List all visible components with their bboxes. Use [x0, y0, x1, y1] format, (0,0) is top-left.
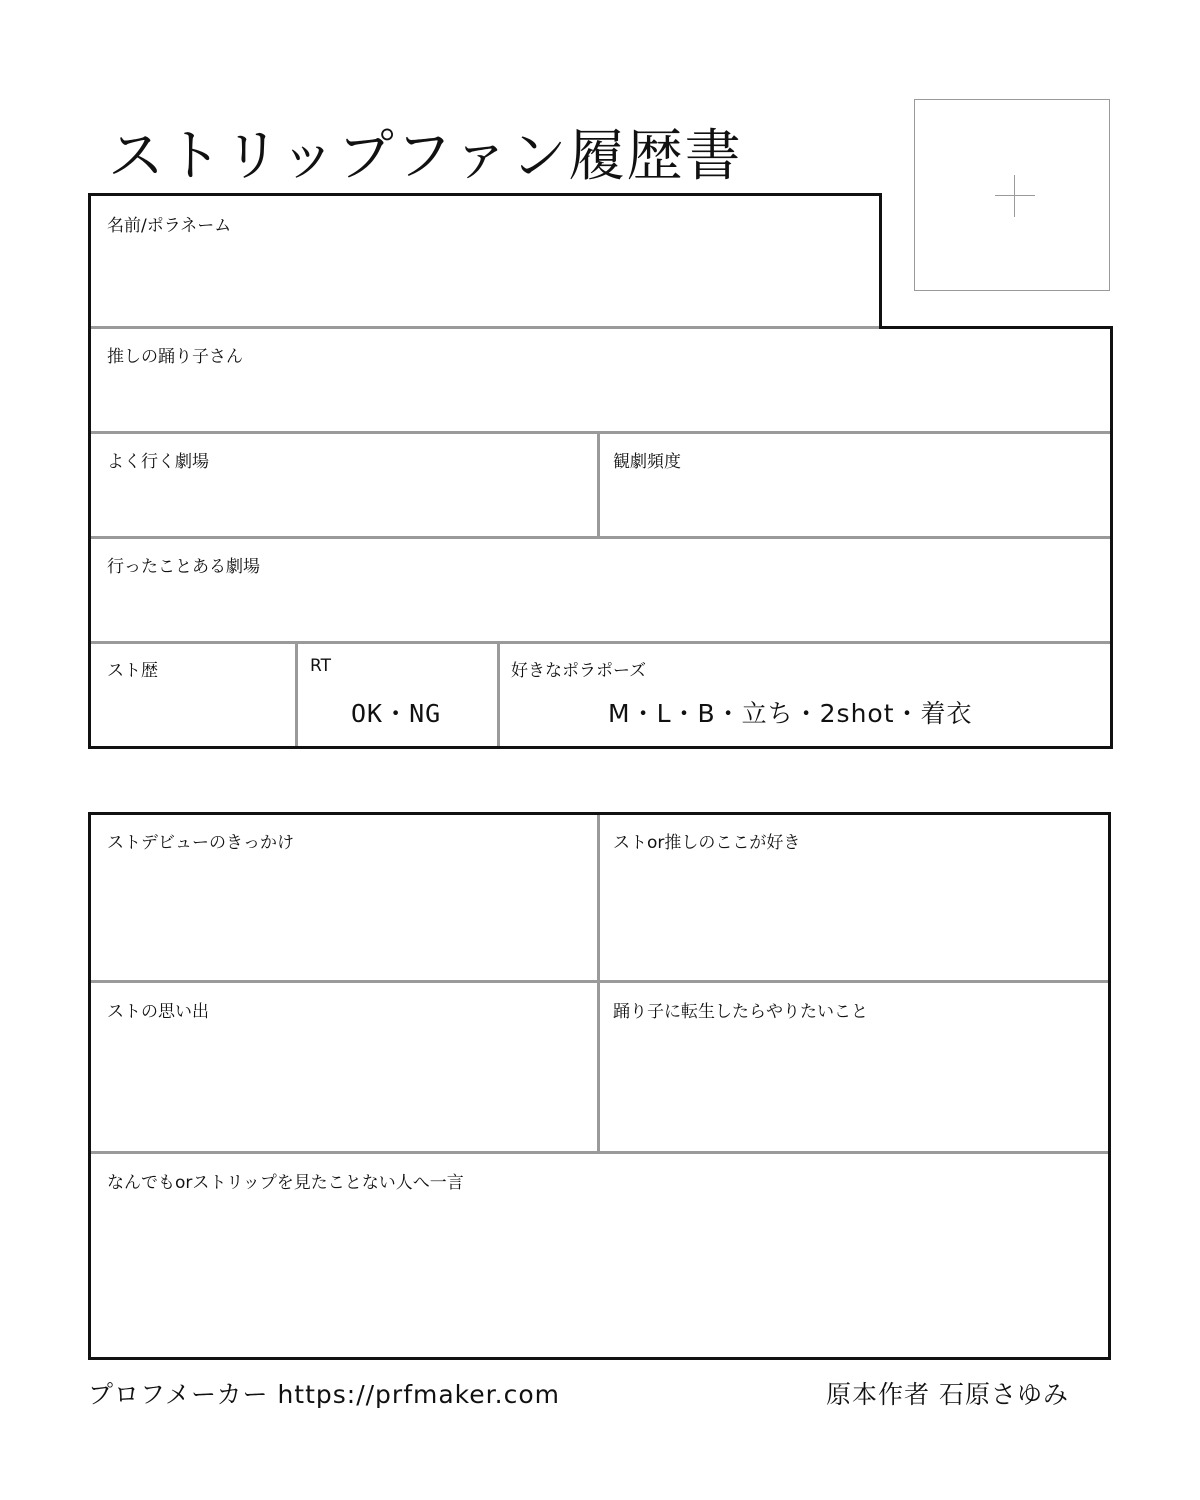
memory-label: ストの思い出: [107, 1002, 209, 1022]
rt-label: RT: [310, 656, 331, 676]
debut-label: ストデビューのきっかけ: [107, 833, 294, 853]
like-label: ストor推しのここが好き: [613, 833, 801, 853]
frequent-theater-label: よく行く劇場: [107, 452, 209, 472]
name-label: 名前/ポラネーム: [107, 216, 232, 236]
photo-upload-box[interactable]: [914, 99, 1110, 291]
reincarnation-label: 踊り子に転生したらやりたいこと: [613, 1002, 868, 1022]
pose-options[interactable]: M・L・B・立ち・2shot・着衣: [608, 699, 973, 728]
message-label: なんでもorストリップを見たことない人へ一言: [107, 1173, 464, 1193]
pose-label: 好きなポラポーズ: [511, 661, 647, 681]
frequency-label: 観劇頻度: [613, 452, 681, 472]
author-credit: 原本作者 石原さゆみ: [826, 1380, 1069, 1409]
rt-options[interactable]: OK・NG: [351, 699, 442, 728]
maker-credit: プロフメーカー https://prfmaker.com: [88, 1380, 560, 1409]
oshi-label: 推しの踊り子さん: [107, 347, 243, 367]
history-label: スト歴: [107, 661, 158, 681]
visited-theaters-label: 行ったことある劇場: [107, 557, 260, 577]
page-title: ストリップファン履歴書: [108, 124, 743, 189]
